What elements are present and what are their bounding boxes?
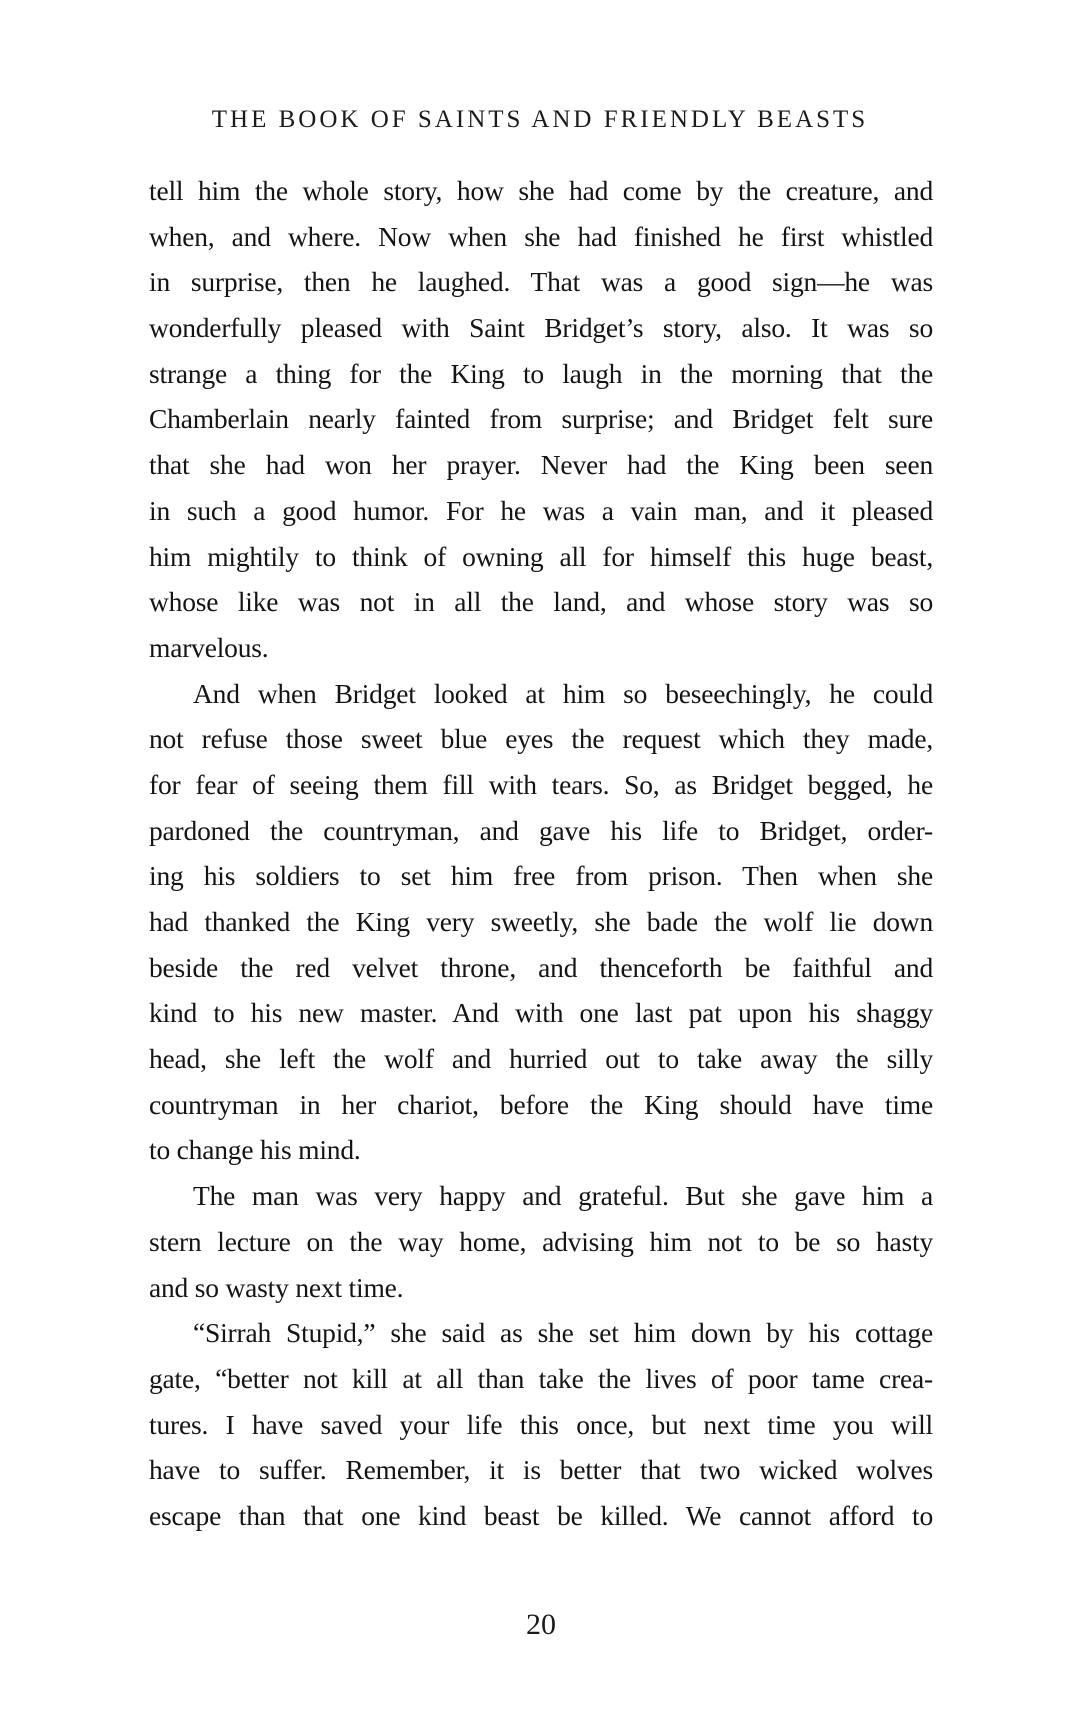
text-line: The man was very happy and grateful. But she gave him a [193,1180,933,1212]
text-line: Chamberlain nearly fainted from surprise; and Bridget felt sure [149,403,933,435]
text-line: tell him the whole story, how she had come by the creature, and [149,175,933,206]
text-line: And when Bridget looked at him so beseechingly, he could [193,677,933,709]
text-line: whose like was not in all the land, and whose story was so [149,586,933,618]
text-line: pardoned the countryman, and gave his life to Bridget, order- [149,814,933,846]
text-line: escape than that one kind beast be killed. We cannot afford to [149,1499,933,1531]
text-line: tures. I have saved your life this once, but next time you will [149,1408,933,1440]
text-line: wonderfully pleased with Saint Bridget’s story, also. It was so [149,312,933,344]
text-line: head, she left the wolf and hurried out to take away the silly [149,1043,933,1075]
text-line: him mightily to think of owning all for himself this huge beast, [149,540,933,572]
text-line: “Sirrah Stupid,” she said as she set him down by his cottage [193,1317,933,1349]
text-line: gate, “better not kill at all than take the lives of poor tame crea- [149,1362,933,1394]
text-line: for fear of seeing them fill with tears. So, as Bridget begged, he [149,768,933,800]
running-header: THE BOOK OF SAINTS AND FRIENDLY BEASTS [211,106,869,133]
text-line: and so wasty next time. [149,1271,404,1303]
text-line: beside the red velvet throne, and thenceforth be faithful and [149,951,933,983]
page-number: 20 [526,1608,556,1641]
text-line: not refuse those sweet blue eyes the request which they made, [149,723,933,755]
text-line: in such a good humor. For he was a vain man, and it pleased [149,494,933,526]
text-line: in surprise, then he laughed. That was a good sign—he was [149,266,933,298]
text-line: to change his mind. [149,1134,361,1166]
text-line: kind to his new master. And with one last pat upon his shaggy [149,997,933,1029]
text-line: marvelous. [149,631,269,663]
body-text [149,168,933,1539]
text-line: have to suffer. Remember, it is better that two wicked wolves [149,1454,933,1486]
text-line: strange a thing for the King to laugh in the morning that the [149,357,933,389]
text-line: that she had won her prayer. Never had the King been seen [149,449,933,481]
text-line: stern lecture on the way home, advising him not to be so hasty [149,1225,933,1257]
text-line: countryman in her chariot, before the King should have time [149,1088,933,1120]
text-line: when, and where. Now when she had finished he first whistled [149,220,933,252]
text-line: had thanked the King very sweetly, she bade the wolf lie down [149,906,933,937]
text-line: ing his soldiers to set him free from prison. Then when she [149,860,933,892]
